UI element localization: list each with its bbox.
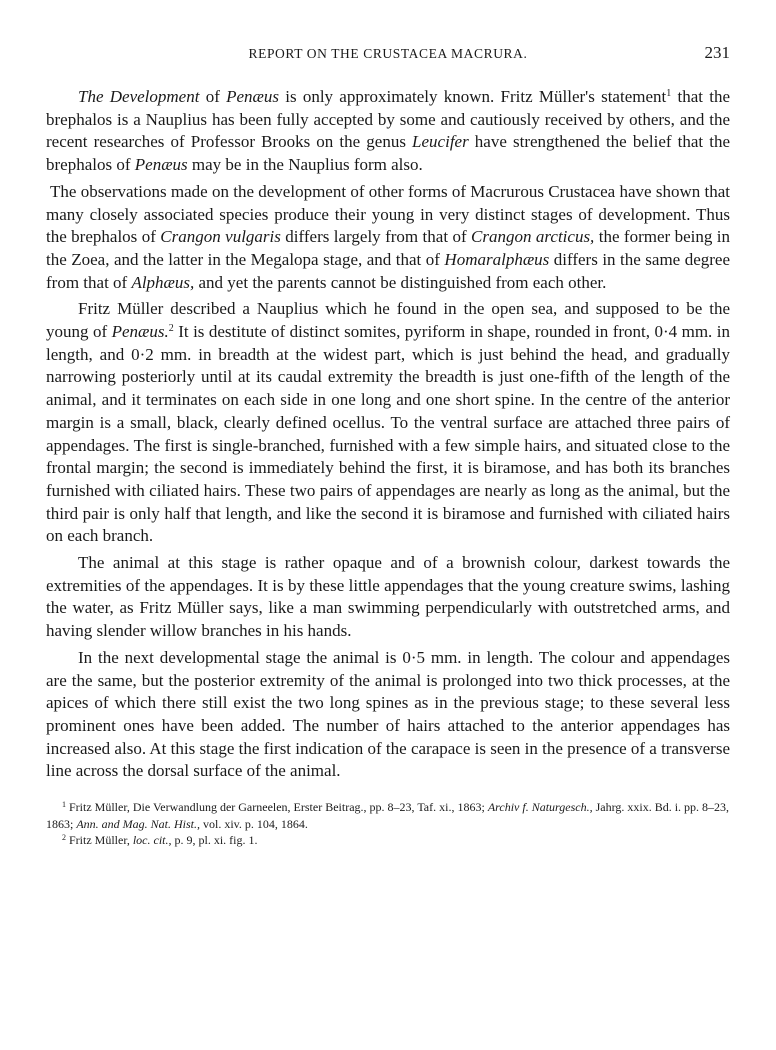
italic-run: loc. cit., <box>132 833 172 848</box>
page-number: 231 <box>704 43 730 62</box>
body-text <box>46 86 730 783</box>
text-run: and yet the parents cannot be distinguished from each other. <box>194 272 607 292</box>
text-run: Fritz Müller, Die Verwandlung der Garneelen, Erster Beitrag., pp. 8–23, Taf. xi., 1863; <box>66 800 488 815</box>
paragraph-observations <box>46 181 730 295</box>
text-run: The observations made on the development of other forms of Macrurous Crustacea have shown that many closely associated species produce their young in very distinct stages of development. Thus the brephalos of <box>46 181 730 247</box>
text-run: p. 9, pl. xi. fig. 1. <box>171 833 258 848</box>
text-run: have strengthened the belief that the brephalos of <box>46 132 730 175</box>
document-page <box>46 40 730 849</box>
text-run: Jahrg. xxix. Bd. i. pp. 8–23, 1863; <box>46 800 730 831</box>
paragraph-development-of-penaeus <box>46 86 730 177</box>
paragraph-animal-stage-colour <box>46 552 730 643</box>
text-run: may be in the Nauplius form also. <box>187 155 423 175</box>
running-head: REPORT ON THE CRUSTACEA MACRURA. <box>248 46 528 61</box>
text-run: is only approximately known. Fritz Müller's statement <box>279 87 667 106</box>
italic-run: Alphæus, <box>131 272 195 292</box>
footnote-marker: 1 <box>666 88 672 99</box>
footnote-marker: 1 <box>62 800 66 810</box>
italic-run: Penæus <box>226 87 279 106</box>
text-run: the former being in the Zoea, and the latter in the Megalopa stage, and that of <box>46 227 730 269</box>
footnotes <box>46 799 730 849</box>
paragraph-next-developmental-stage <box>46 647 730 783</box>
footnote-2 <box>46 832 730 849</box>
text-run: of <box>199 87 227 106</box>
italic-run: Leucifer <box>412 132 469 152</box>
italic-run: Homaralphæus <box>444 249 550 269</box>
text-run: Fritz Müller, <box>66 833 133 848</box>
text-run: vol. xiv. p. 104, 1864. <box>200 816 308 831</box>
footnote-marker: 2 <box>168 323 174 335</box>
text-run: It is destitute of distinct somites, pyriform in shape, rounded in front, 0·4 mm. in length, and 0·2 mm. in breadth at the widest part, which is just behind the head, and gradually narrowing posteriorly until at its caudal extremity the breadth is just one-fifth of the length of the animal, and it terminates on each side in one long and one short spine. In the centre of the anterior margin is a small, black, clearly defined ocellus. To the ventral surface are attached three pairs of appendages. The first is single-branched, furnished with a few simple hairs, and situated close to the frontal margin; the second is immediately behind the first, it is biramose, and has both its branches furnished with ciliated hairs. These two pairs of appendages are nearly as long as the animal, but the third pair is only half that length, and like the second it is biramose and furnished with ciliated hairs on each branch. <box>46 322 730 546</box>
italic-run: Ann. and Mag. Nat. Hist., <box>76 816 201 831</box>
italic-run: Penæus. <box>111 322 169 342</box>
text-run: In the next developmental stage the animal is 0·5 mm. in length. The colour and appendages are the same, but the posterior extremity of the animal is prolonged into two thick processes, at the apices of which there still exist the two long spines as in the previous stage; to these several less prominent ones have been added. The number of hairs attached to the anterior appendages has increased also. At this stage the first indication of the carapace is seen in the presence of a transverse line across the dorsal surface of the animal. <box>46 647 730 781</box>
footnote-1 <box>46 799 730 832</box>
text-run: differs in the same degree from that of <box>46 249 730 292</box>
text-run: Fritz Müller described a Nauplius which he found in the open sea, and supposed to be the young of <box>46 299 730 342</box>
italic-run: Crangon arcticus, <box>471 227 595 247</box>
text-run: that the brephalos is a Nauplius has been fully accepted by some and cautiously received by others, and the recent researches of Professor Brooks on the genus <box>46 87 730 152</box>
italic-run: Penæus <box>134 155 188 175</box>
italic-run: Crangon vulgaris <box>160 227 281 247</box>
italic-run: Archiv f. Naturgesch., <box>487 800 593 815</box>
text-run: The animal at this stage is rather opaque and of a brownish colour, darkest towards the extremities of the appendages. It is by these little appendages that the young creature swims, lashing the water, as Fritz Müller says, like a man swimming perpendicularly with outstretched arms, and having slender willow branches in his hands. <box>46 553 730 641</box>
footnote-marker: 2 <box>62 833 66 843</box>
text-run: differs largely from that of <box>280 227 472 247</box>
page-header <box>46 40 730 64</box>
italic-run: The Development <box>78 87 200 106</box>
paragraph-nauplius-description <box>46 298 730 548</box>
